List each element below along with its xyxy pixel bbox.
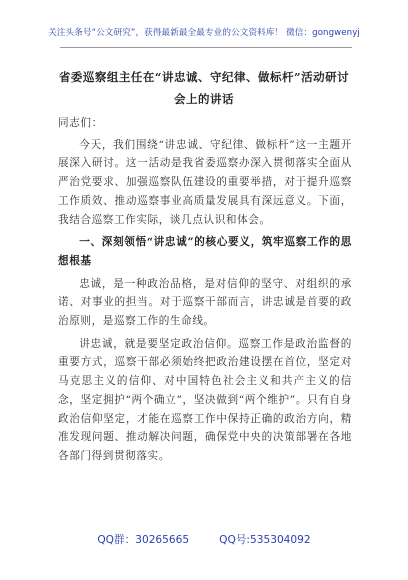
footer-qq-group: QQ群：30265665 [97, 534, 190, 546]
title-line-1: 省委巡察组主任在“讲忠诚、守纪律、做标杆”活动研讨 [58, 70, 350, 84]
document-title [40, 66, 368, 110]
header-banner: 关注头条号“公文研究”，获得最新最全最专业的公文资料库！ 微信：gongwenyj [48, 28, 360, 38]
title-line-2: 会上的讲话 [174, 92, 234, 106]
section-heading-1: 一、深刻领悟“讲忠诚”的核心要义，筑牢巡察工作的思想根基 [58, 236, 352, 267]
salutation: 同志们： [58, 117, 103, 129]
header-divider [60, 47, 352, 48]
section-1-paragraph-2: 讲忠诚，就是要坚定政治信仰。巡察工作是政治监督的重要方式，巡察干部必须始终把政治建设摆在首位，坚定对马克思主义的信仰、对中国特色社会主义和共产主义的信念，坚定拥护“两个确立”，坚决做到“两个维护”。只有自身政治信仰坚定，才能在巡察工作中保持正确的政治方向，精准发现问题、推动解决问题，确保党中央的决策部署在各地各部门得到贯彻落实。 [58, 337, 352, 462]
document-body [58, 114, 352, 470]
intro-paragraph: 今天，我们围绕“讲忠诚、守纪律、做标杆”这一主题开展深入研讨。这一活动是我省委巡察办深入贯彻落实全面从严治党要求、加强巡察队伍建设的重要举措，对于提升巡察工作质效、推动巡察事业高质量发展具有深远意义。下面，我结合巡察工作实际，谈几点认识和体会。 [58, 138, 352, 226]
footer-qq-number: QQ号:535304092 [219, 534, 311, 546]
footer-contact [0, 532, 408, 547]
section-1-paragraph-1: 忠诚，是一种政治品格，是对信仰的坚守、对组织的承诺、对事业的担当。对于巡察干部而言，讲忠诚是首要的政治原则，是巡察工作的生命线。 [58, 277, 352, 328]
